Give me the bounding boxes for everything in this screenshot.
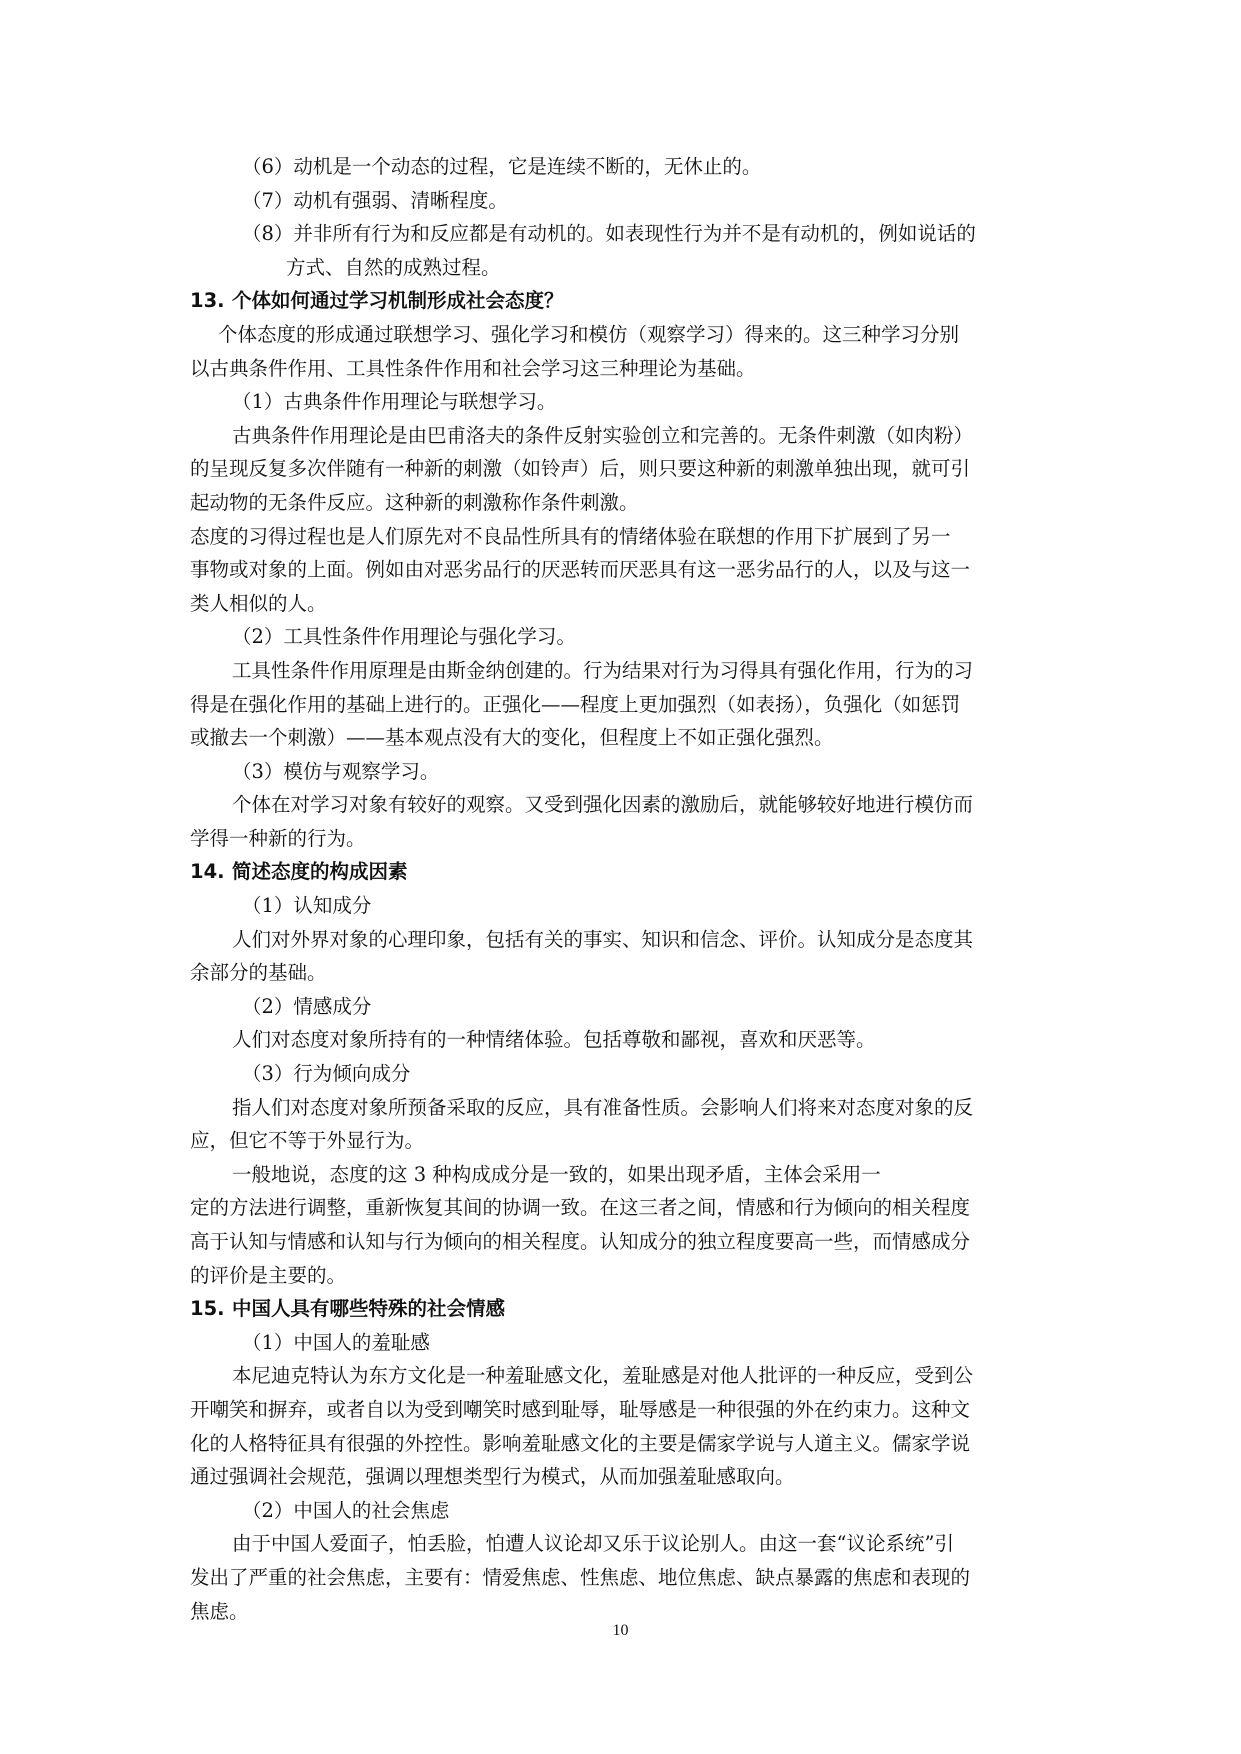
- text-line: （8）并非所有行为和反应都是有动机的。如表现性行为并不是有动机的，例如说话的: [242, 222, 976, 246]
- text-line: 方式、自然的成熟过程。: [286, 255, 501, 279]
- text-line: （3）行为倾向成分: [242, 1062, 411, 1086]
- section-heading: [190, 1292, 1054, 1326]
- text-line: （2）情感成分: [242, 994, 372, 1018]
- document-body: [190, 150, 1054, 1628]
- text-line: 通过强调社会规范，强调以理想类型行为模式，从而加强羞耻感取向。: [190, 1465, 795, 1489]
- text-line: （2）工具性条件作用理论与强化学习。: [232, 625, 576, 649]
- text-line: （7）动机有强弱、清晰程度。: [242, 188, 508, 212]
- text-line: 本尼迪克特认为东方文化是一种羞耻感文化，羞耻感是对他人批评的一种反应，受到公: [232, 1364, 974, 1388]
- text-line: 一般地说，态度的这 3 种构成成分是一致的，如果出现矛盾，主体会采用一: [232, 1162, 881, 1186]
- text-line: （6）动机是一个动态的过程，它是连续不断的，无休止的。: [242, 155, 762, 178]
- text-line: 应，但它不等于外显行为。: [190, 1129, 425, 1153]
- text-line: 起动物的无条件反应。这种新的刺激称作条件刺激。: [190, 490, 639, 514]
- text-line: 工具性条件作用原理是由斯金纳创建的。行为结果对行为习得具有强化作用，行为的习: [232, 658, 974, 682]
- text-line: 人们对态度对象所持有的一种情绪体验。包括尊敬和鄙视，喜欢和厌恶等。: [232, 1028, 876, 1052]
- text-line: 以古典条件作用、工具性条件作用和社会学习这三种理论为基础。: [190, 356, 756, 380]
- text-line: 个体态度的形成通过联想学习、强化学习和模仿（观察学习）得来的。这三种学习分别: [218, 322, 960, 346]
- section-number: 15.: [190, 1297, 225, 1321]
- text-line: 事物或对象的上面。例如由对恶劣品行的厌恶转而厌恶具有这一恶劣品行的人，以及与这一: [190, 558, 971, 582]
- section-heading: [190, 855, 1054, 889]
- text-line: 类人相似的人。: [190, 591, 327, 615]
- text-line: （3）模仿与观察学习。: [232, 759, 440, 783]
- text-line: 焦虑。: [190, 1599, 249, 1623]
- section-title: 个体如何通过学习机制形成社会态度？: [232, 289, 564, 313]
- section-title: 简述态度的构成因素: [232, 860, 408, 884]
- section-number: 14.: [190, 860, 225, 884]
- text-line: 或撤去一个刺激）——基本观点没有大的变化，但程度上不如正强化强烈。: [190, 726, 834, 750]
- text-line: 余部分的基础。: [190, 961, 327, 985]
- section-heading: [190, 284, 1054, 318]
- text-line: 态度的习得过程也是人们原先对不良品性所具有的情绪体验在联想的作用下扩展到了另一: [190, 524, 951, 548]
- section-title: 中国人具有哪些特殊的社会情感: [232, 1297, 506, 1321]
- text-line: 定的方法进行调整，重新恢复其间的协调一致。在这三者之间，情感和行为倾向的相关程度: [190, 1196, 971, 1220]
- text-line: （2）中国人的社会焦虑: [242, 1498, 450, 1522]
- text-line: 的评价是主要的。: [190, 1263, 347, 1287]
- text-line: 指人们对态度对象所预备采取的反应，具有准备性质。会影响人们将来对态度对象的反: [232, 1095, 974, 1119]
- text-line: 的呈现反复多次伴随有一种新的刺激（如铃声）后，则只要这种新的刺激单独出现，就可引: [190, 457, 971, 481]
- text-line: （1）古典条件作用理论与联想学习。: [232, 390, 557, 414]
- text-line: （1）中国人的羞耻感: [242, 1330, 430, 1354]
- text-line: （1）认知成分: [242, 894, 372, 918]
- text-line: 学得一种新的行为。: [190, 826, 366, 850]
- text-line: 个体在对学习对象有较好的观察。又受到强化因素的激励后，就能够较好地进行模仿而: [232, 793, 974, 817]
- text-line: 由于中国人爱面子，怕丢脸，怕遭人议论却又乐于议论别人。由这一套“议论系统”引: [232, 1532, 954, 1556]
- text-line: 古典条件作用理论是由巴甫洛夫的条件反射实验创立和完善的。无条件刺激（如肉粉）: [232, 423, 974, 447]
- text-line: 得是在强化作用的基础上进行的。正强化——程度上更加强烈（如表扬），负强化（如惩罚: [190, 692, 961, 716]
- text-line: 人们对外界对象的心理印象，包括有关的事实、知识和信念、评价。认知成分是态度其: [232, 927, 974, 951]
- text-line: 开嘲笑和摒弃，或者自以为受到嘲笑时感到耻辱，耻辱感是一种很强的外在约束力。这种文: [190, 1397, 971, 1421]
- text-line: 化的人格特征具有很强的外控性。影响羞耻感文化的主要是儒家学说与人道主义。儒家学说: [190, 1431, 971, 1455]
- page-number: 10: [612, 1622, 629, 1639]
- text-line: 发出了严重的社会焦虑，主要有：情爱焦虑、性焦虑、地位焦虑、缺点暴露的焦虑和表现的: [190, 1565, 971, 1589]
- section-number: 13.: [190, 289, 225, 313]
- text-line: 高于认知与情感和认知与行为倾向的相关程度。认知成分的独立程度要高一些，而情感成分: [190, 1230, 971, 1253]
